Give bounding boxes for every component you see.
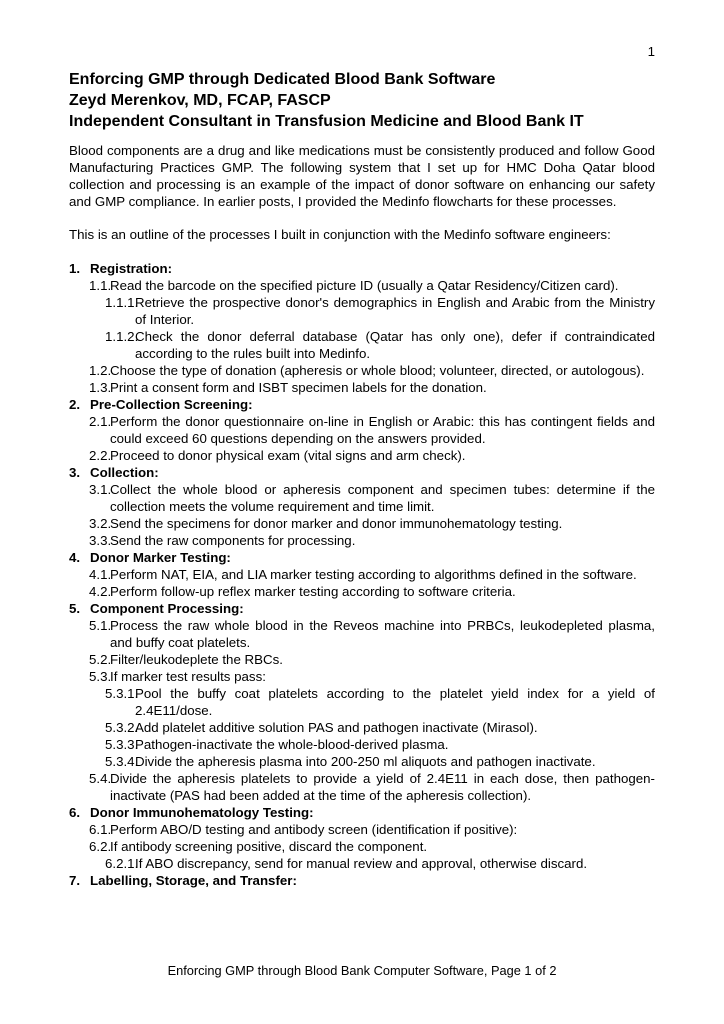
outline-item-text: Pathogen-inactivate the whole-blood-derived plasma. [135, 737, 449, 752]
outline-item-text: Pool the buffy coat platelets according to the platelet yield index for a yield of 2.4E11/dose. [135, 686, 655, 718]
outline-item-3-2 [69, 515, 655, 532]
outline-item-number: 5.3. [89, 669, 112, 684]
outline-item-text: If marker test results pass: [110, 669, 266, 684]
outline-item-text: Pre-Collection Screening: [90, 397, 253, 412]
outline-item-number: 6. [69, 805, 81, 820]
outline-item-5-1 [69, 617, 655, 651]
outline-item-number: 6.1. [89, 822, 112, 837]
outline-item-text: Donor Marker Testing: [90, 550, 231, 565]
outline-item-6-2 [69, 838, 655, 855]
outline-item-text: Perform follow-up reflex marker testing according to software criteria. [110, 584, 516, 599]
outline-item-number: 5.3.1. [105, 686, 139, 701]
intro-paragraph: Blood components are a drug and like medications must be consistently produced and follow Good Manufacturing Practices GMP. The following system that I set up for HMC Doha Qatar blood collection and processing is an example of the impact of donor software on enhancing our safety and GMP compliance. In earlier posts, I provided the Medinfo flowcharts for these processes. [69, 143, 655, 209]
outline-item-text: Print a consent form and ISBT specimen labels for the donation. [110, 380, 487, 395]
outline-item-number: 3.3. [89, 533, 112, 548]
outline-item-6-1 [69, 821, 655, 838]
outline-item-5-3-4 [69, 753, 655, 770]
outline-item-number: 5. [69, 601, 81, 616]
outline-item-5-3-2 [69, 719, 655, 736]
outline-item-1-1-2 [69, 328, 655, 362]
outline-item-number: 1.2. [89, 363, 112, 378]
outline-item-1-1-1 [69, 294, 655, 328]
outline-item-text: Retrieve the prospective donor's demographics in English and Arabic from the Ministry of Interior. [135, 295, 655, 327]
outline-item-text: Perform the donor questionnaire on-line in English or Arabic: this has contingent fields and could exceed 60 questions depending on the answers provided. [110, 414, 655, 446]
author-line: Zeyd Merenkov, MD, FCAP, FASCP [69, 92, 331, 109]
outline-item-4 [69, 549, 655, 566]
outline-item-number: 5.3.4. [105, 754, 139, 769]
outline-item-text: Send the specimens for donor marker and donor immunohematology testing. [110, 516, 563, 531]
outline-item-number: 4. [69, 550, 81, 565]
author-role-line: Independent Consultant in Transfusion Medicine and Blood Bank IT [69, 113, 584, 130]
outline-list [69, 260, 655, 889]
outline-item-4-1 [69, 566, 655, 583]
outline-item-4-2 [69, 583, 655, 600]
outline-item-text: Collect the whole blood or apheresis component and specimen tubes: determine if the collection meets the volume requirement and time limit. [110, 482, 655, 514]
outline-item-2-2 [69, 447, 655, 464]
outline-item-3-3 [69, 532, 655, 549]
outline-item-5-3 [69, 668, 655, 685]
document-header [69, 69, 655, 132]
outline-item-number: 7. [69, 873, 81, 888]
outline-item-1-3 [69, 379, 655, 396]
page-footer: Enforcing GMP through Blood Bank Computer Software, Page 1 of 2 [167, 963, 557, 978]
outline-item-5-3-3 [69, 736, 655, 753]
outline-item-1-2 [69, 362, 655, 379]
outline-item-number: 3.1. [89, 482, 112, 497]
outline-item-text: Filter/leukodeplete the RBCs. [110, 652, 283, 667]
outline-item-text: If antibody screening positive, discard the component. [110, 839, 428, 854]
outline-item-5 [69, 600, 655, 617]
outline-item-text: Donor Immunohematology Testing: [90, 805, 314, 820]
outline-item-number: 1.1.2. [105, 329, 139, 344]
outline-item-text: Registration: [90, 261, 173, 276]
outline-item-number: 6.2.1. [105, 856, 139, 871]
outline-item-number: 2. [69, 397, 81, 412]
outline-item-number: 5.3.3. [105, 737, 139, 752]
outline-item-number: 5.1. [89, 618, 112, 633]
outline-item-number: 1.3. [89, 380, 112, 395]
outline-item-6 [69, 804, 655, 821]
outline-item-text: Read the barcode on the specified picture ID (usually a Qatar Residency/Citizen card). [110, 278, 619, 293]
page-number: 1 [647, 44, 655, 59]
outline-item-5-2 [69, 651, 655, 668]
outline-item-2-1 [69, 413, 655, 447]
outline-item-number: 5.3.2. [105, 720, 139, 735]
outline-item-number: 3. [69, 465, 81, 480]
outline-item-text: Collection: [90, 465, 159, 480]
outline-item-1 [69, 260, 655, 277]
outline-item-5-4 [69, 770, 655, 804]
outline-item-number: 3.2. [89, 516, 112, 531]
outline-item-text: Add platelet additive solution PAS and pathogen inactivate (Mirasol). [135, 720, 538, 735]
outline-item-text: Proceed to donor physical exam (vital signs and arm check). [110, 448, 466, 463]
outline-item-number: 6.2. [89, 839, 112, 854]
outline-item-1-1 [69, 277, 655, 294]
outline-item-text: If ABO discrepancy, send for manual review and approval, otherwise discard. [135, 856, 588, 871]
outline-item-text: Send the raw components for processing. [110, 533, 356, 548]
outline-item-text: Choose the type of donation (apheresis or whole blood; volunteer, directed, or autologous). [110, 363, 645, 378]
document-title: Enforcing GMP through Dedicated Blood Bank Software [69, 71, 496, 88]
outline-item-3 [69, 464, 655, 481]
outline-item-text: Divide the apheresis platelets to provide a yield of 2.4E11 in each dose, then pathogen-inactivate (PAS had been added at the time of the apheresis collection). [110, 771, 655, 803]
outline-item-text: Component Processing: [90, 601, 244, 616]
outline-item-3-1 [69, 481, 655, 515]
outline-item-7 [69, 872, 655, 889]
outline-lead-paragraph: This is an outline of the processes I built in conjunction with the Medinfo software engineers: [69, 227, 611, 242]
outline-item-number: 1. [69, 261, 81, 276]
outline-item-text: Process the raw whole blood in the Reveos machine into PRBCs, leukodepleted plasma, and buffy coat platelets. [110, 618, 655, 650]
outline-item-number: 2.1. [89, 414, 112, 429]
outline-item-text: Divide the apheresis plasma into 200-250 ml aliquots and pathogen inactivate. [135, 754, 596, 769]
outline-item-text: Perform NAT, EIA, and LIA marker testing according to algorithms defined in the software. [110, 567, 637, 582]
outline-item-text: Check the donor deferral database (Qatar has only one), defer if contraindicated according to the rules built into Medinfo. [135, 329, 655, 361]
outline-item-number: 5.2. [89, 652, 112, 667]
outline-item-text: Labelling, Storage, and Transfer: [90, 873, 297, 888]
outline-item-number: 2.2. [89, 448, 112, 463]
outline-item-6-2-1 [69, 855, 655, 872]
outline-item-number: 1.1.1. [105, 295, 139, 310]
outline-item-number: 4.2. [89, 584, 112, 599]
outline-item-number: 1.1. [89, 278, 112, 293]
outline-item-2 [69, 396, 655, 413]
outline-item-number: 4.1. [89, 567, 112, 582]
outline-item-5-3-1 [69, 685, 655, 719]
outline-item-text: Perform ABO/D testing and antibody screen (identification if positive): [110, 822, 518, 837]
outline-item-number: 5.4. [89, 771, 112, 786]
